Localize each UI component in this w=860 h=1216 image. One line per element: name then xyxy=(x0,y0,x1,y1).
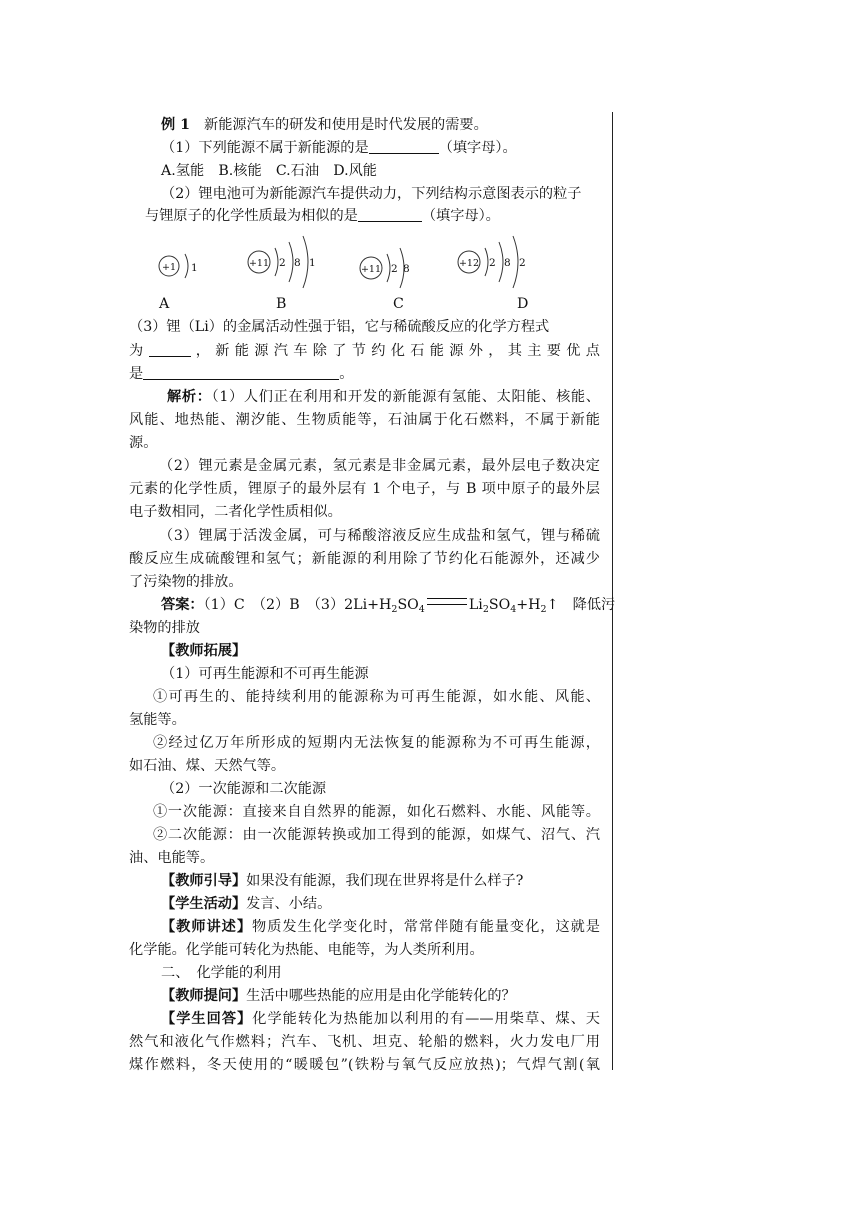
analysis-line-2: 风能、地热能、潮汐能、生物质能等，石油属于化石燃料，不属于新能 xyxy=(129,412,600,428)
atom-b-nucleus: +11 xyxy=(248,258,270,269)
atom-c-shell-2: 8 xyxy=(403,263,410,275)
analysis-label: 解析： xyxy=(167,389,212,405)
atom-b-shell-2: 8 xyxy=(294,257,301,269)
question-2-line-2: 与锂原子的化学性质最为相似的是 （填字母）。 xyxy=(145,208,500,224)
atom-d-shell-1: 2 xyxy=(489,257,496,269)
analysis-line-5: 元素的化学性质，锂原子的最外层有 1 个电子，与 B 项中原子的最外层 xyxy=(129,481,600,497)
atom-b-shell-1: 2 xyxy=(279,257,286,269)
equals-sign xyxy=(427,598,467,605)
atom-structure-diagrams xyxy=(145,232,612,292)
question-3-line-1: （3）锂（Li）的金属活动性强于铝，它与稀硫酸反应的化学方程式 xyxy=(129,319,550,335)
answer-label: 答案： xyxy=(161,597,204,613)
extension-item-3: ①一次能源：直接来自自然界的能源，如化石燃料、水能、风能等。 xyxy=(153,804,600,820)
teacher-question: 【教师提问】生活中哪些热能的应用是由化学能转化的？ xyxy=(161,988,516,1004)
question-2-line-1: （2）锂电池可为新能源汽车提供动力，下列结构示意图表示的粒子 xyxy=(161,186,582,202)
example-label: 例 1 xyxy=(161,117,190,133)
analysis-line-3: 源。 xyxy=(129,435,158,451)
atom-diagram-a xyxy=(159,254,198,278)
analysis-line-1: 解析：（1）人们正在利用和开发的新能源有氢能、太阳能、核能、 xyxy=(167,389,600,405)
atom-d-shell-3: 2 xyxy=(519,257,526,269)
option-label-b: B xyxy=(276,296,287,312)
atom-d-nucleus: +12 xyxy=(458,258,480,269)
student-activity: 【学生活动】发言、小结。 xyxy=(161,896,332,912)
atom-b-shell-3: 1 xyxy=(309,257,316,269)
extension-item-2: ②经过亿万年所形成的短期内无法恢复的能源称为不可再生能源， xyxy=(153,735,600,751)
atom-c-shell-1: 2 xyxy=(391,263,398,275)
extension-item-4-cont: 油、电能等。 xyxy=(129,850,215,866)
student-reply-cont-1: 然气和液化气作燃料；汽车、飞机、坦克、轮船的燃料，火力发电厂用 xyxy=(129,1034,600,1050)
answer-line-1: 答案：（1）C （2）B $(3)2Li+H_2SO_4$ $Li_2SO_4+H_2↑$ 降低污 xyxy=(161,597,616,615)
gas-arrow: ↑ xyxy=(546,597,559,613)
option-label-d: D xyxy=(517,296,529,312)
teacher-lecture: 【教师讲述】物质发生化学变化时，常常伴随有能量变化，这就是 xyxy=(161,919,600,935)
question-3-line-3: 是 。 xyxy=(129,366,354,382)
extension-h2: （2）一次能源和二次能源 xyxy=(161,781,327,797)
section-heading-2: 二、 化学能的利用 xyxy=(161,965,282,981)
example-title-line xyxy=(145,114,600,136)
answer-blank-3 xyxy=(149,342,191,357)
question-1: （1）下列能源不属于新能源的是 （填字母）。 xyxy=(161,140,517,156)
student-reply: 【学生回答】化学能转化为热能加以利用的有——用柴草、煤、天 xyxy=(161,1011,600,1027)
analysis-line-9: 了污染物的排放。 xyxy=(129,574,243,590)
atom-diagram-c xyxy=(360,248,410,288)
extension-item-2-cont: 如石油、煤、天然气等。 xyxy=(129,758,286,774)
extension-item-1-cont: 氢能等。 xyxy=(129,712,186,728)
content-column xyxy=(129,112,616,1073)
analysis-line-6: 电子数相同，二者化学性质相似。 xyxy=(129,504,342,520)
answer-blank-2 xyxy=(358,207,422,222)
atom-diagram-d xyxy=(458,236,526,288)
example-title: 新能源汽车的研发和使用是时代发展的需要。 xyxy=(204,117,488,133)
question-1-options: A.氢能 B.核能 C.石油 D.风能 xyxy=(161,163,377,179)
answer-blank-4 xyxy=(143,365,339,380)
extension-item-1: ①可再生的、能持续利用的能源称为可再生能源，如水能、风能、 xyxy=(153,689,600,705)
option-label-a: A xyxy=(159,296,170,312)
atom-a-shell-1: 1 xyxy=(191,262,198,274)
analysis-line-7: （3）锂属于活泼金属，可与稀酸溶液反应生成盐和氢气，锂与稀硫 xyxy=(159,528,600,544)
atom-diagram-b xyxy=(248,236,316,288)
option-label-c: C xyxy=(393,296,404,312)
teacher-lecture-cont: 化学能。化学能可转化为热能、电能等，为人类所利用。 xyxy=(129,942,484,958)
answer-line-2: 染物的排放 xyxy=(129,620,200,636)
atom-d-shell-2: 8 xyxy=(504,257,511,269)
extension-h1: （1）可再生能源和不可再生能源 xyxy=(161,666,369,682)
analysis-line-8: 酸反应生成硫酸锂和氢气；新能源的利用除了节约化石能源外，还减少 xyxy=(129,551,600,567)
teacher-guide: 【教师引导】如果没有能源，我们现在世界将是什么样子? xyxy=(161,873,524,889)
extension-item-4: ②二次能源：由一次能源转换或加工得到的能源，如煤气、沼气、汽 xyxy=(153,827,600,843)
answer-blank-1 xyxy=(369,139,439,154)
extension-heading: 【教师拓展】 xyxy=(161,643,247,659)
question-3-line-2: 为 ，新能源汽车除了节约化石能源外，其主要优点 xyxy=(129,343,600,359)
atom-a-nucleus: +1 xyxy=(161,262,177,273)
analysis-line-4: （2）锂元素是金属元素，氢元素是非金属元素，最外层电子数决定 xyxy=(159,458,600,474)
student-reply-cont-2: 煤作燃料，冬天使用的“暖暖包”(铁粉与氧气反应放热)；气焊气割(氧 xyxy=(129,1057,600,1073)
atom-c-nucleus: +11 xyxy=(360,264,382,275)
